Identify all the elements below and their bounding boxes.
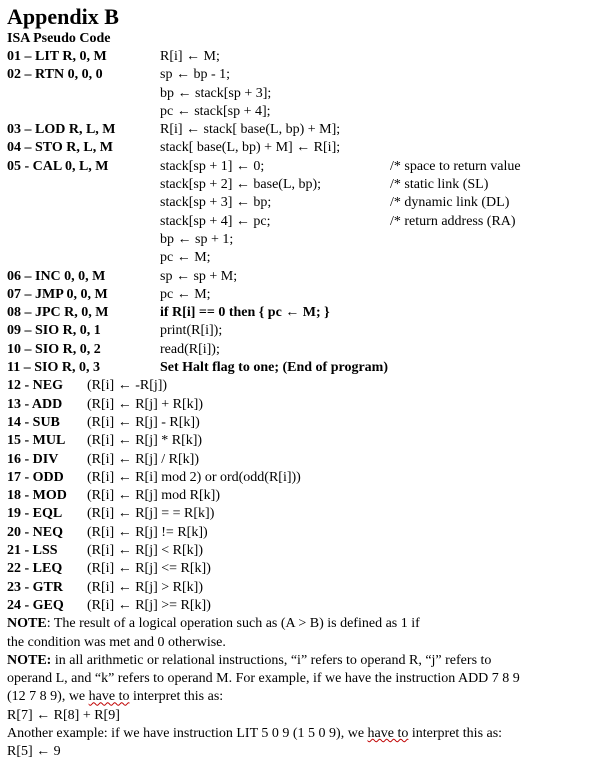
pseudo-code: stack[ base(L, bp) + M] ← R[i];	[160, 140, 341, 156]
operation-row	[7, 396, 597, 414]
instruction-row	[7, 103, 597, 121]
operation-row	[7, 505, 597, 523]
page-title: Appendix B	[7, 4, 119, 29]
instruction-row	[7, 48, 597, 66]
opcode-label: 14 - SUB	[7, 414, 60, 430]
opcode-label: 18 - MOD	[7, 488, 67, 504]
instruction-row	[7, 359, 597, 377]
comment: /* static link (SL)	[390, 177, 489, 193]
pseudo-code: (R[i] ← R[j] mod R[k])	[87, 488, 220, 504]
opcode-label: 15 - MUL	[7, 433, 66, 449]
instruction-row	[7, 249, 597, 267]
pseudo-code: stack[sp + 4] ← pc;	[160, 213, 271, 229]
opcode-label: 19 - EQL	[7, 506, 63, 522]
pseudo-code: if R[i] == 0 then { pc ← M; }	[160, 305, 330, 321]
pseudo-code: (R[i] ← R[j] - R[k])	[87, 414, 200, 430]
pseudo-code: (R[i] ← R[j] >= R[k])	[87, 597, 211, 613]
opcode-label: 13 - ADD	[7, 396, 63, 412]
opcode-label: 12 - NEG	[7, 378, 63, 394]
pseudo-code: sp ← bp - 1;	[160, 67, 230, 83]
pseudo-code: (R[i] ← R[j] > R[k])	[87, 579, 203, 595]
pseudo-code: stack[sp + 1] ← 0;	[160, 158, 265, 174]
opcode-label: 23 - GTR	[7, 579, 63, 595]
opcode-label: 10 – SIO R, 0, 2	[7, 341, 101, 357]
opcode-label: 06 – INC 0, 0, M	[7, 268, 106, 284]
opcode-label: 21 - LSS	[7, 543, 58, 559]
operation-row	[7, 414, 597, 432]
pseudo-code: (R[i] ← R[j] = = R[k])	[87, 506, 215, 522]
note-label: NOTE	[7, 616, 47, 632]
operation-row	[7, 377, 597, 395]
instruction-row	[7, 139, 597, 157]
opcode-label: 05 - CAL 0, L, M	[7, 158, 109, 174]
pseudo-code: sp ← sp + M;	[160, 268, 238, 284]
instruction-row	[7, 322, 597, 340]
pseudo-code: (R[i] ← R[j] < R[k])	[87, 543, 203, 559]
pseudo-code: pc ← M;	[160, 286, 211, 302]
another-example: Another example: if we have instruction LIT 5 0 9 (1 5 0 9), we	[7, 725, 368, 741]
note-text-line2: operand L, and “k” refers to operand M. For example, if we have the instruction ADD 7 8 9	[7, 671, 520, 687]
opcode-label: 03 – LOD R, L, M	[7, 122, 116, 138]
note-text-line3-end: interpret this as:	[129, 689, 224, 705]
opcode-label: 17 - ODD	[7, 469, 64, 485]
have-to-text: have to	[88, 689, 130, 705]
opcode-label: 02 – RTN 0, 0, 0	[7, 67, 103, 83]
instruction-row	[7, 304, 597, 322]
appendix-page	[7, 4, 597, 762]
instruction-row	[7, 231, 597, 249]
note-text: in all arithmetic or relational instructions, “i” refers to operand R, “j” refers to	[51, 652, 492, 668]
pseudo-code: (R[i] ← R[j] != R[k])	[87, 524, 208, 540]
comment: /* return address (RA)	[390, 213, 516, 229]
note-label: NOTE:	[7, 652, 52, 668]
opcode-label: 04 – STO R, L, M	[7, 140, 113, 156]
another-example-end: interpret this as:	[408, 725, 503, 741]
instruction-row	[7, 268, 597, 286]
pseudo-code: pc ← M;	[160, 250, 211, 266]
comment: /* dynamic link (DL)	[390, 195, 510, 211]
opcode-label: 20 - NEQ	[7, 524, 63, 540]
pseudo-code: (R[i] ← R[j] + R[k])	[87, 396, 203, 412]
operation-row	[7, 597, 597, 615]
pseudo-code: read(R[i]);	[160, 341, 220, 357]
operation-row	[7, 432, 597, 450]
pseudo-code: bp ← stack[sp + 3];	[160, 85, 272, 101]
instruction-table	[7, 48, 597, 377]
pseudo-code: R[i] ← M;	[160, 49, 220, 64]
pseudo-code: (R[i] ← R[j] <= R[k])	[87, 561, 211, 577]
note-text: : The result of a logical operation such as (A > B) is defined as 1 if	[46, 616, 420, 632]
opcode-label: 07 – JMP 0, 0, M	[7, 286, 108, 302]
example-2: R[5] ← 9	[7, 744, 61, 760]
example-1: R[7] ← R[8] + R[9]	[7, 707, 120, 723]
pseudo-code: Set Halt flag to one; (End of program)	[160, 360, 388, 376]
note-text-line3: (12 7 8 9), we	[7, 689, 89, 705]
opcode-label: 08 – JPC R, 0, M	[7, 305, 109, 321]
note-operands	[7, 652, 597, 762]
instruction-row	[7, 213, 597, 231]
note-logical	[7, 615, 597, 652]
opcode-label: 01 – LIT R, 0, M	[7, 49, 107, 64]
opcode-label: 09 – SIO R, 0, 1	[7, 323, 101, 339]
operation-row	[7, 451, 597, 469]
operation-row	[7, 579, 597, 597]
instruction-row	[7, 286, 597, 304]
operation-table	[7, 377, 597, 615]
operation-row	[7, 469, 597, 487]
instruction-row	[7, 121, 597, 139]
instruction-row	[7, 194, 597, 212]
pseudo-code: stack[sp + 2] ← base(L, bp);	[160, 177, 322, 193]
instruction-row	[7, 85, 597, 103]
pseudo-code: bp ← sp + 1;	[160, 231, 234, 247]
instruction-row	[7, 66, 597, 84]
opcode-label: 24 - GEQ	[7, 597, 64, 613]
pseudo-code: pc ← stack[sp + 4];	[160, 103, 271, 119]
page-subtitle: ISA Pseudo Code	[7, 31, 111, 46]
have-to-text: have to	[367, 725, 409, 741]
pseudo-code: print(R[i]);	[160, 323, 223, 339]
note-text-line2: the condition was met and 0 otherwise.	[7, 634, 226, 650]
instruction-row	[7, 341, 597, 359]
operation-row	[7, 487, 597, 505]
opcode-label: 16 - DIV	[7, 451, 59, 467]
comment: /* space to return value	[390, 158, 521, 174]
pseudo-code: stack[sp + 3] ← bp;	[160, 195, 272, 211]
pseudo-code: (R[i] ← R[j] * R[k])	[87, 433, 203, 449]
pseudo-code: R[i] ← stack[ base(L, bp) + M];	[160, 122, 341, 138]
opcode-label: 22 - LEQ	[7, 561, 63, 577]
operation-row	[7, 524, 597, 542]
instruction-row	[7, 158, 597, 176]
pseudo-code: (R[i] ← R[j] / R[k])	[87, 451, 199, 467]
opcode-label: 11 – SIO R, 0, 3	[7, 360, 100, 376]
operation-row	[7, 560, 597, 578]
pseudo-code: (R[i] ← R[i] mod 2) or ord(odd(R[i]))	[87, 469, 301, 485]
instruction-row	[7, 176, 597, 194]
pseudo-code: (R[i] ← -R[j])	[87, 378, 168, 394]
operation-row	[7, 542, 597, 560]
